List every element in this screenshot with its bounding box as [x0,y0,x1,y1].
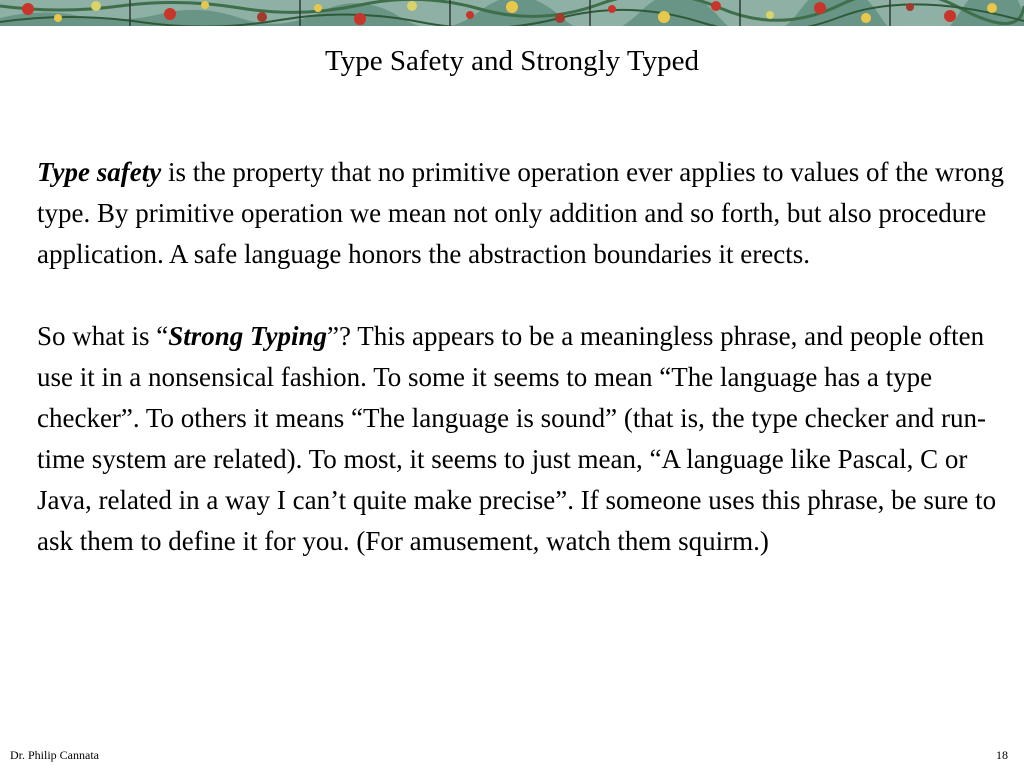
term-type-safety: Type safety [37,157,162,187]
slide-title: Type Safety and Strongly Typed [325,45,699,77]
paragraph-strong-typing-lead: So what is “ [37,321,169,351]
stained-glass-banner-art [0,0,1024,26]
stained-glass-banner [0,0,1024,26]
paragraph-type-safety [37,152,1005,275]
slide-body [37,152,1005,562]
paragraph-type-safety-text: is the property that no primitive operation ever applies to values of the wrong type. By primitive operation we mean not only addition and so forth, but also procedure application. A safe language honors the abstraction boundaries it erects. [37,157,1004,269]
footer-author: Dr. Philip Cannata [10,748,99,762]
page-number: 18 [996,748,1008,762]
term-strong-typing: Strong Typing [168,321,328,351]
paragraph-strong-typing [37,316,1005,562]
paragraph-strong-typing-text: ”? This appears to be a meaningless phrase, and people often use it in a nonsensical fashion. To some it seems to mean “The language has a type checker”. To others it means “The language is sound” (that is, the type checker and run-time system are related). To most, it seems to just mean, “A language like Pascal, C or Java, related in a way I can’t quite make precise”. If someone uses this phrase, be sure to ask them to define it for you. (For amusement, watch them squirm.) [37,321,997,556]
